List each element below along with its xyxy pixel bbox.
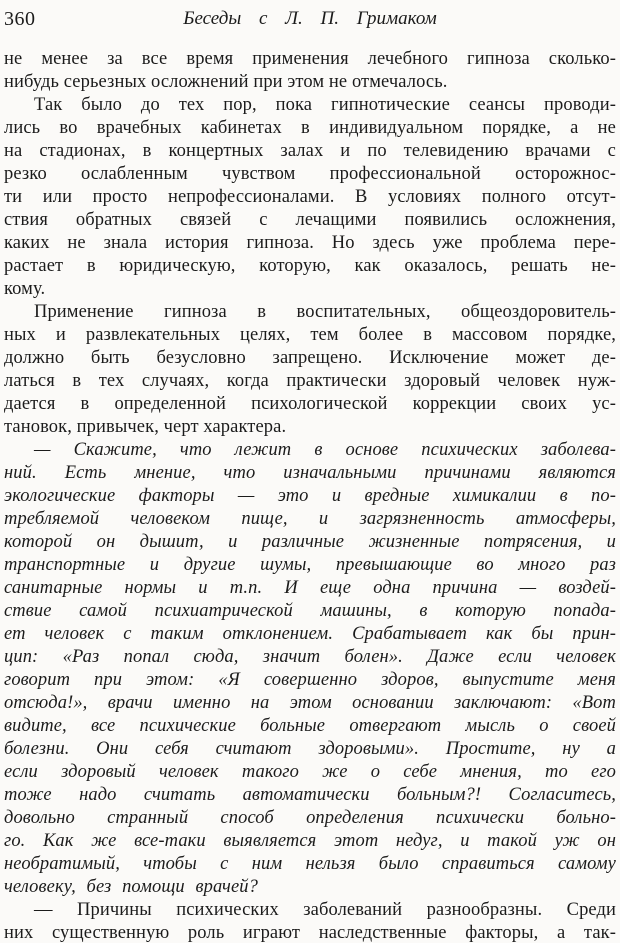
text-line: ти или просто непрофессионалами. В условиях полного отсут- bbox=[4, 187, 616, 207]
text-line: на стадионах, в концертных залах и по телевидению врачами с bbox=[4, 141, 616, 161]
text-line: говорит при этом: «Я совершенно здоров, выпустите меня bbox=[4, 670, 616, 690]
text-line: отсюда!», врачи именно на этом основании заключают: «Вот bbox=[4, 693, 616, 713]
page-body bbox=[4, 48, 616, 943]
text-line: латься в тех случаях, когда практически здоровый человек нуж- bbox=[4, 371, 616, 391]
text-line: нибудь серьезных осложнений при этом не отмечалось. bbox=[4, 72, 448, 92]
text-line: ствие самой психиатрической машины, в которую попада- bbox=[4, 601, 616, 621]
text-line: болезни. Они себя считают здоровыми». Простите, ну а bbox=[4, 739, 616, 759]
running-header: Беседы с Л. П. Гримаком bbox=[183, 8, 437, 29]
text-line: необратимый, чтобы с ним нельзя было справиться самому bbox=[4, 854, 616, 874]
text-line: ных и развлекательных целях, тем более в массовом порядке, bbox=[4, 325, 616, 345]
text-line: видите, все психические больные отвергают мысль о своей bbox=[4, 716, 616, 736]
text-line: резко ослабленным чувством профессиональной осторожнос- bbox=[4, 164, 616, 184]
paragraph bbox=[4, 301, 616, 439]
text-line: если здоровый человек такого же о себе мнения, то его bbox=[4, 762, 616, 782]
text-line: лись во врачебных кабинетах в индивидуальном порядке, а не bbox=[4, 118, 616, 138]
page-number: 360 bbox=[4, 8, 36, 30]
text-line: — Скажите, что лежит в основе психических заболева- bbox=[34, 440, 616, 460]
paragraph bbox=[4, 439, 616, 899]
paragraph bbox=[4, 94, 616, 301]
text-line: каких не знала история гипноза. Но здесь уже проблема пере- bbox=[4, 233, 616, 253]
text-line: довольно странный способ определения психически больно- bbox=[4, 808, 616, 828]
text-line: растает в юридическую, которую, как оказалось, решать не- bbox=[4, 256, 616, 276]
page-header bbox=[4, 6, 616, 46]
text-line: Так было до тех пор, пока гипнотические сеансы проводи- bbox=[34, 95, 616, 115]
text-line: го. Как же все-таки выявляется этот недуг, и такой уж он bbox=[4, 831, 616, 851]
text-line: ний. Есть мнение, что изначальными причинами являются bbox=[4, 463, 616, 483]
text-line: дается в определенной психологической коррекции своих ус- bbox=[4, 394, 616, 414]
text-line: экологические факторы — это и вредные химикалии в по- bbox=[4, 486, 616, 506]
text-line: человеку, без помощи врачей? bbox=[4, 877, 258, 897]
text-line: которой он дышит, и различные жизненные потрясения, и bbox=[4, 532, 616, 552]
text-line: тоже надо считать автоматически больным?! Согласитесь, bbox=[4, 785, 616, 805]
text-line: Применение гипноза в воспитательных, общеоздоровитель- bbox=[34, 302, 616, 322]
text-line: не менее за все время применения лечебного гипноза сколько- bbox=[4, 49, 616, 69]
text-line: тановок, привычек, черт характера. bbox=[4, 417, 287, 437]
text-line: ствия обратных связей с лечащими появились осложнения, bbox=[4, 210, 616, 230]
text-line: ет человек с таким отклонением. Срабатывает как бы прин- bbox=[4, 624, 616, 644]
paragraph bbox=[4, 48, 616, 94]
text-line: них существенную роль играют наследственные факторы, а так- bbox=[4, 923, 616, 943]
text-line: — Причины психических заболеваний разнообразны. Среди bbox=[34, 900, 616, 920]
text-line: кому. bbox=[4, 279, 46, 299]
text-line: санитарные нормы и т.п. И еще одна причина — воздей- bbox=[4, 578, 616, 598]
text-line: цип: «Раз попал сюда, значит болен». Даже если человек bbox=[4, 647, 616, 667]
paragraph bbox=[4, 899, 616, 943]
text-line: транспортные и другие шумы, превышающие во много раз bbox=[4, 555, 616, 575]
text-line: должно быть безусловно запрещено. Исключение может де- bbox=[4, 348, 616, 368]
text-line: требляемой человеком пище, и загрязненность атмосферы, bbox=[4, 509, 616, 529]
